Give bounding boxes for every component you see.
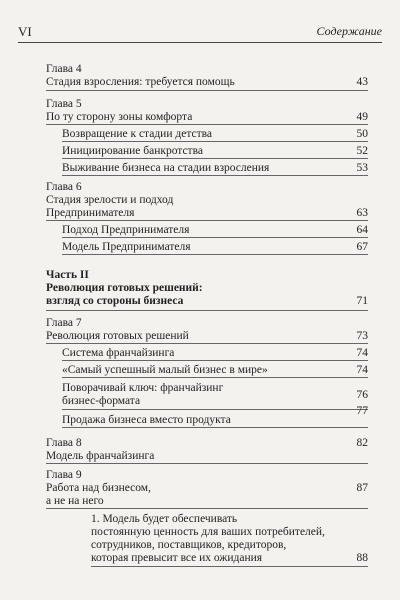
toc-entry-line2: постоянную ценность для ваших потребителей, xyxy=(91,526,325,538)
rule xyxy=(62,360,368,361)
rule xyxy=(62,175,368,176)
rule xyxy=(46,463,368,464)
chapter-5-label: Глава 5 xyxy=(46,98,82,110)
toc-entry: «Самый успешный малый бизнес в мире» xyxy=(62,364,268,376)
chapter-8-page: 82 xyxy=(356,437,368,449)
toc-entry-line2: бизнес-формата xyxy=(62,395,141,407)
chapter-6-label: Глава 6 xyxy=(46,181,82,193)
rule xyxy=(46,220,368,221)
toc-entry: Инициирование банкротства xyxy=(62,145,203,157)
toc-entry-line1: 1. Модель будет обеспечивать xyxy=(91,513,238,525)
toc-entry-line4: которая превысит все их ожидания xyxy=(91,552,263,564)
toc-entry-page: 74 xyxy=(356,364,368,376)
toc-entry-page: 52 xyxy=(356,145,368,157)
page-number: VI xyxy=(18,24,32,39)
part-2-page: 71 xyxy=(356,295,368,307)
toc-entry-line3: сотрудников, поставщиков, кредиторов, xyxy=(91,539,287,551)
rule xyxy=(62,141,368,142)
rule xyxy=(46,310,368,311)
chapter-8-title: Модель франчайзинга xyxy=(46,450,155,462)
chapter-4-label: Глава 4 xyxy=(46,63,82,75)
toc-entry: Подход Предпринимателя xyxy=(62,224,190,236)
rule xyxy=(46,90,368,91)
chapter-6-title-line2: Предпринимателя xyxy=(46,207,135,219)
chapter-6-page: 63 xyxy=(356,207,368,219)
toc-entry: Продажа бизнеса вместо продукта xyxy=(62,414,231,426)
toc-entry-page: 67 xyxy=(356,241,368,253)
chapter-6-title-line1: Стадия зрелости и подход xyxy=(46,194,174,206)
toc-entry-page: 74 xyxy=(356,347,368,359)
toc-entry: Выживание бизнеса на стадии взросления xyxy=(62,162,270,174)
chapter-4-title: Стадия взросления: требуется помощь xyxy=(46,76,235,88)
rule xyxy=(62,409,368,410)
rule xyxy=(62,377,368,378)
chapter-7-label: Глава 7 xyxy=(46,317,82,329)
toc-entry-page: 88 xyxy=(356,552,368,564)
rule xyxy=(91,566,368,567)
rule xyxy=(46,343,368,344)
toc-entry: Система франчайзинга xyxy=(62,347,175,359)
rule xyxy=(62,427,368,428)
toc-entry: Возвращение к стадии детства xyxy=(62,128,212,140)
chapter-5-page: 49 xyxy=(356,111,368,123)
rule xyxy=(62,254,368,255)
toc-entry-page: 76 xyxy=(356,389,368,401)
toc-entry: Модель Предпринимателя xyxy=(62,241,191,253)
rule xyxy=(62,158,368,159)
toc-entry-page: 53 xyxy=(356,162,368,174)
chapter-7-page: 73 xyxy=(356,330,368,342)
toc-entry-page: 50 xyxy=(356,128,368,140)
chapter-9-page: 87 xyxy=(356,482,368,494)
chapter-9-label: Глава 9 xyxy=(46,469,82,481)
chapter-9-title-line1: Работа над бизнесом, xyxy=(46,482,151,494)
rule xyxy=(46,508,368,509)
rule xyxy=(62,237,368,238)
toc-entry-page: 77 xyxy=(356,405,368,417)
toc-entry: Поворачивай ключ: франчайзинг xyxy=(62,382,224,394)
chapter-5-title: По ту сторону зоны комфорта xyxy=(46,111,193,123)
chapter-4-page: 43 xyxy=(356,76,368,88)
header-rule xyxy=(18,42,382,43)
chapter-7-title: Революция готовых решений xyxy=(46,330,189,342)
chapter-9-title-line2: а не на него xyxy=(46,495,104,507)
part-2-title-line1: Революция готовых решений: xyxy=(46,282,203,294)
rule xyxy=(46,124,368,125)
part-2-label: Часть II xyxy=(46,269,89,281)
part-2-title-line2: взгляд со стороны бизнеса xyxy=(46,295,184,307)
chapter-8-label: Глава 8 xyxy=(46,437,82,449)
toc-entry-page: 64 xyxy=(356,224,368,236)
section-title: Содержание xyxy=(316,24,382,38)
